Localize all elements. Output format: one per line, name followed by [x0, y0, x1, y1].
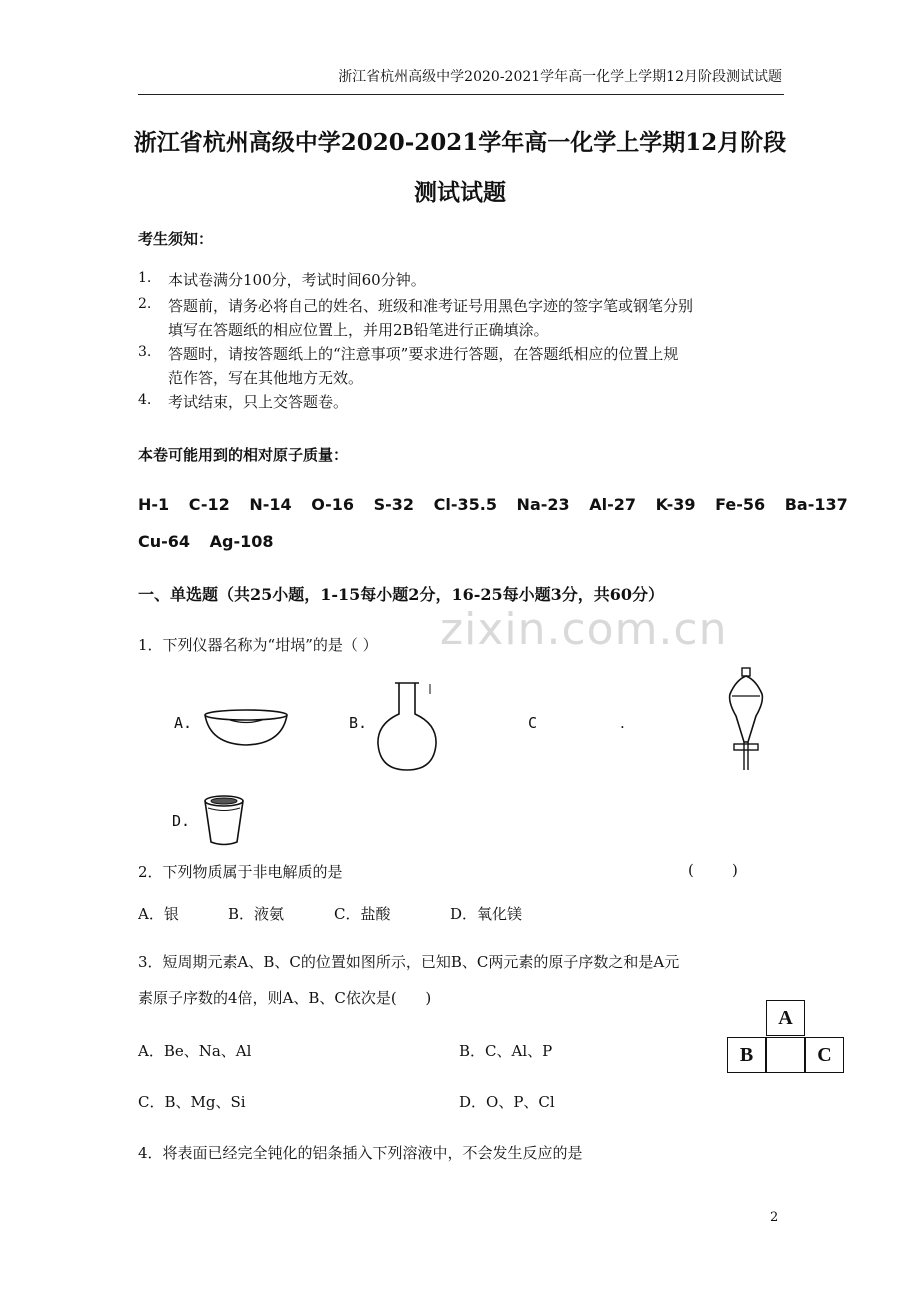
atomic-mass: Ag-108	[209, 532, 274, 551]
document-title-line1: 浙江省杭州高级中学2020-2021学年高一化学上学期12月阶段	[133, 129, 787, 156]
option-text: B．液氨	[228, 905, 285, 923]
notice-item-text: 本试卷满分100分，考试时间60分钟。	[168, 271, 426, 289]
option-label: B.	[349, 714, 368, 732]
notice-item-number: 3.	[138, 344, 152, 360]
option-text: C．盐酸	[334, 905, 391, 923]
crucible-icon	[200, 792, 248, 848]
atomic-mass: S-32	[373, 495, 415, 514]
option-text: A．银	[138, 905, 179, 923]
notice-item-number: 2.	[138, 296, 152, 312]
atomic-mass: Cu-64	[138, 532, 191, 551]
atomic-mass: H-1	[138, 495, 170, 514]
atomic-mass-row	[138, 532, 288, 551]
option-text: A．Be、Na、Al	[138, 1042, 252, 1060]
evaporating-dish-icon	[202, 706, 290, 748]
question-3-stem: 3．短周期元素A、B、C的位置如图所示，已知B、C两元素的原子序数之和是A元	[138, 953, 680, 971]
notice-item-text: 答题前，请务必将自己的姓名、班级和准考证号用黑色字迹的签字笔或钢笔分别	[168, 297, 694, 315]
periodic-grid-cell-b: B	[727, 1037, 766, 1073]
answer-parenthesis: ( )	[688, 861, 738, 879]
atomic-mass: Cl-35.5	[433, 495, 497, 514]
atomic-mass-row	[138, 495, 848, 514]
page-number: 2	[770, 1210, 779, 1225]
notice-item-text: 答题时，请按答题纸上的“注意事项”要求进行答题，在答题纸相应的位置上规	[168, 345, 679, 363]
option-label: A.	[174, 714, 193, 732]
notice-item-number: 1.	[138, 270, 152, 286]
option-label: D.	[172, 812, 191, 830]
question-3-stem: 素原子序数的4倍，则A、B、C依次是( )	[138, 989, 432, 1007]
atomic-mass: Na-23	[516, 495, 570, 514]
question-2-stem: 2．下列物质属于非电解质的是	[138, 863, 343, 881]
option-label: C	[528, 714, 538, 732]
atomic-mass: Al-27	[589, 495, 636, 514]
section-heading: 一、单选题（共25小题，1-15每小题2分，16-25每小题3分，共60分）	[138, 585, 665, 604]
option-text: C．B、Mg、Si	[138, 1093, 246, 1111]
notice-item-text: 填写在答题纸的相应位置上，并用2B铅笔进行正确填涂。	[168, 321, 549, 339]
document-title-line2: 测试试题	[414, 179, 506, 206]
option-c-image-placeholder: .	[620, 714, 625, 732]
atomic-mass: Ba-137	[784, 495, 848, 514]
notice-heading: 考生须知：	[138, 230, 214, 248]
option-text: D．氧化镁	[450, 905, 523, 923]
question-4-stem: 4．将表面已经完全钝化的铝条插入下列溶液中，不会发生反应的是	[138, 1144, 583, 1162]
atomic-mass: K-39	[655, 495, 696, 514]
watermark: zixin.com.cn	[440, 604, 728, 655]
atomic-mass: C-12	[188, 495, 230, 514]
periodic-grid-cell-a: A	[766, 1000, 805, 1036]
atomic-mass: O-16	[311, 495, 355, 514]
notice-item-text: 考试结束，只上交答题卷。	[168, 393, 349, 411]
atomic-mass: Fe-56	[715, 495, 766, 514]
round-bottom-flask-icon	[374, 680, 440, 774]
option-text: D．O、P、Cl	[459, 1093, 555, 1111]
option-text: B．C、Al、P	[459, 1042, 553, 1060]
separatory-funnel-icon	[722, 666, 772, 776]
atomic-mass-heading: 本卷可能用到的相对原子质量：	[138, 446, 349, 464]
atomic-mass: N-14	[249, 495, 292, 514]
notice-item-text: 范作答，写在其他地方无效。	[168, 369, 364, 387]
running-header: 浙江省杭州高级中学2020-2021学年高一化学上学期12月阶段测试试题	[338, 69, 782, 85]
periodic-grid-cell-empty	[766, 1037, 805, 1073]
periodic-grid-cell-c: C	[805, 1037, 844, 1073]
notice-item-number: 4.	[138, 392, 152, 408]
question-1-stem: 1．下列仪器名称为“坩埚”的是（ ）	[138, 636, 378, 654]
header-rule	[138, 94, 784, 95]
